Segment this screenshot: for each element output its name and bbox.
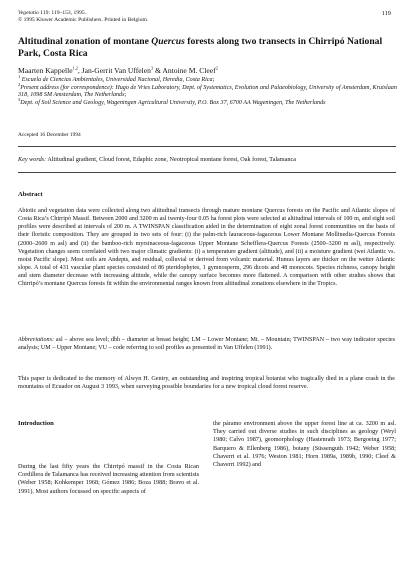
author-list: [18, 66, 218, 75]
copyright-line: © 1995 Kluwer Academic Publishers. Printed in Belgium.: [18, 17, 149, 23]
affiliation-2-text: Present address (for correspondence): Hugo de Vries Laboratory, Dept. of Systematics, Evolution and Palaeobiology, University of Amsterdam, Kruislaan 318, 1098 SM Amsterdam, The Netherlands;: [18, 84, 397, 99]
divider-top: [18, 146, 396, 147]
page-number: 119: [381, 10, 391, 17]
introduction-left-column: During the last fifty years the Chirripó massif in the Costa Rican Cordillera de Talamanca has received increasing attention from scientists (Weber 1958; Kohkemper 1968; Gómez 1986; Boza 1988; Bravo et al. 1991). Most authors focussed on specific aspects of: [18, 463, 199, 495]
affiliation-2: [18, 81, 398, 100]
journal-volume-pages: 119: 119–153, 1995.: [38, 10, 87, 16]
affiliation-1: [18, 74, 398, 85]
affiliation-1-text: Escuela de Ciencias Ambientales, Universidad Nacional, Heredia, Costa Rica;: [20, 77, 215, 84]
affiliation-3: [18, 96, 398, 108]
abstract-heading: Abstract: [18, 191, 43, 198]
affiliations: [18, 74, 398, 107]
dedication: This paper is dedicated to the memory of Alwyn H. Gentry, an outstanding and inspiring tropical botanist who tragically died in a plane crash in the mountains of Ecuador on August 3 1993, when surveying possible boundaries for a new tropical cloud forest reserve.: [18, 375, 395, 391]
abbreviations-label: Abbreviations:: [18, 337, 54, 343]
abbreviations-text: asl – above sea level; dbh – diameter at breast height; LM – Lower Montane; Mt. – Mountain; TWINSPAN – two way indicator species analysis; UM – Upper Montane; VU – code referring to soil profiles as presented in Van Uffelen (1991).: [18, 337, 395, 352]
keywords-label: Key words:: [18, 156, 47, 163]
author-2-affil: 3: [150, 65, 154, 71]
title-part1: Altitudinal zonation of montane: [18, 36, 152, 47]
keywords-text: Altitudinal gradient, Cloud forest, Edaphic zone, Neotropical montane forest, Oak forest, Talamanca: [46, 156, 296, 163]
author-2: , Jan-Gerrit Van Uffelen: [77, 66, 151, 75]
abbreviations: [18, 336, 395, 352]
affiliation-3-num: 3: [18, 96, 21, 102]
journal-name: Vegetatio: [18, 10, 39, 16]
author-3-affil: 2: [215, 65, 218, 71]
keywords: [18, 156, 398, 163]
divider-bottom: [18, 172, 396, 173]
abstract-text: Abiotic and vegetation data were collected along two altitudinal transects through mature montane Quercus forests on the Pacific and Atlantic slopes of Costa Rica’s Chirripó Massif. Between 2000 and 3200 m asl twenty-four 0.05 ha forest plots were selected at altitudinal intervals of 100 m, and eight soil profiles were described at intervals of 200 m. A TWINSPAN classification aided in the determination of eight zonal forest communities on the basis of their floristic composition. They are grouped in two sets of four: (i) the palm-rich lauraceous-fagaceous Lower Montane Mollinedia-Quercus Forests (2000–2600 m asl) and (ii) the bamboo-rich myrsinaceous-fagaceous Upper Montane Schefflera-Quercus Forests (2500–3200 m asl), respectively. Vegetation changes seem correlated with two major climatic gradients: (i) a temperature gradient (altitude), and (ii) a moisture gradient (wet Atlantic vs. moist Pacific slope). Most soils are Andepts, and residual, colluvial or derived from volcanic material. Humus layers are thicker on the wetter Atlantic slope. A total of 431 vascular plant species consisted of 86 pteridophytes, 1 gymnosperm, 296 dicots and 48 monocots. Species richness, canopy height and stem diameter decrease with increasing altitude, while the canopy surface becomes more flattened. A comparison with other studies shows that Chirripó’s montane Quercus forests fit within the environmental ranges known from altitudinal zonations elsewhere in the Tropics.: [18, 208, 395, 288]
journal-header: [18, 10, 148, 24]
journal-citation: [18, 10, 148, 17]
title-italic: Quercus: [151, 36, 185, 47]
paper-title: [18, 36, 398, 60]
author-1: Maarten Kappelle: [18, 66, 73, 75]
title-part2: forests along two transects in Chirripó National Park, Costa Rica: [18, 36, 383, 59]
affiliation-1-num: 1: [18, 74, 21, 79]
introduction-heading: Introduction: [18, 420, 54, 427]
author-1-affil: 1,2: [72, 65, 78, 71]
author-3: & Antoine M. Cleef: [153, 66, 216, 75]
affiliation-3-text: Dept. of Soil Science and Geology, Wageningen Agricultural University, P.O. Box 37, 6700 AA Wageningen, The Netherlands: [20, 99, 326, 106]
affiliation-2-num: 2: [18, 81, 21, 87]
introduction-right-column: the páramo environment above the upper forest line at ca. 3200 m asl. They carried out diverse studies in such disciplines as geology (Weyl 1980; Calvo 1987), geomorphology (Hastenrath 1973; Bergoeing 1977; Barquero & Ellenberg 1986), botany (Süssenguth 1942; Weber 1958; Chaverri et al. 1976; Weston 1981; Horn 1989a, 1989b, 1990; Cleef & Chaverri 1992) and: [213, 420, 396, 469]
accepted-date: Accepted 16 December 1994: [18, 132, 81, 138]
